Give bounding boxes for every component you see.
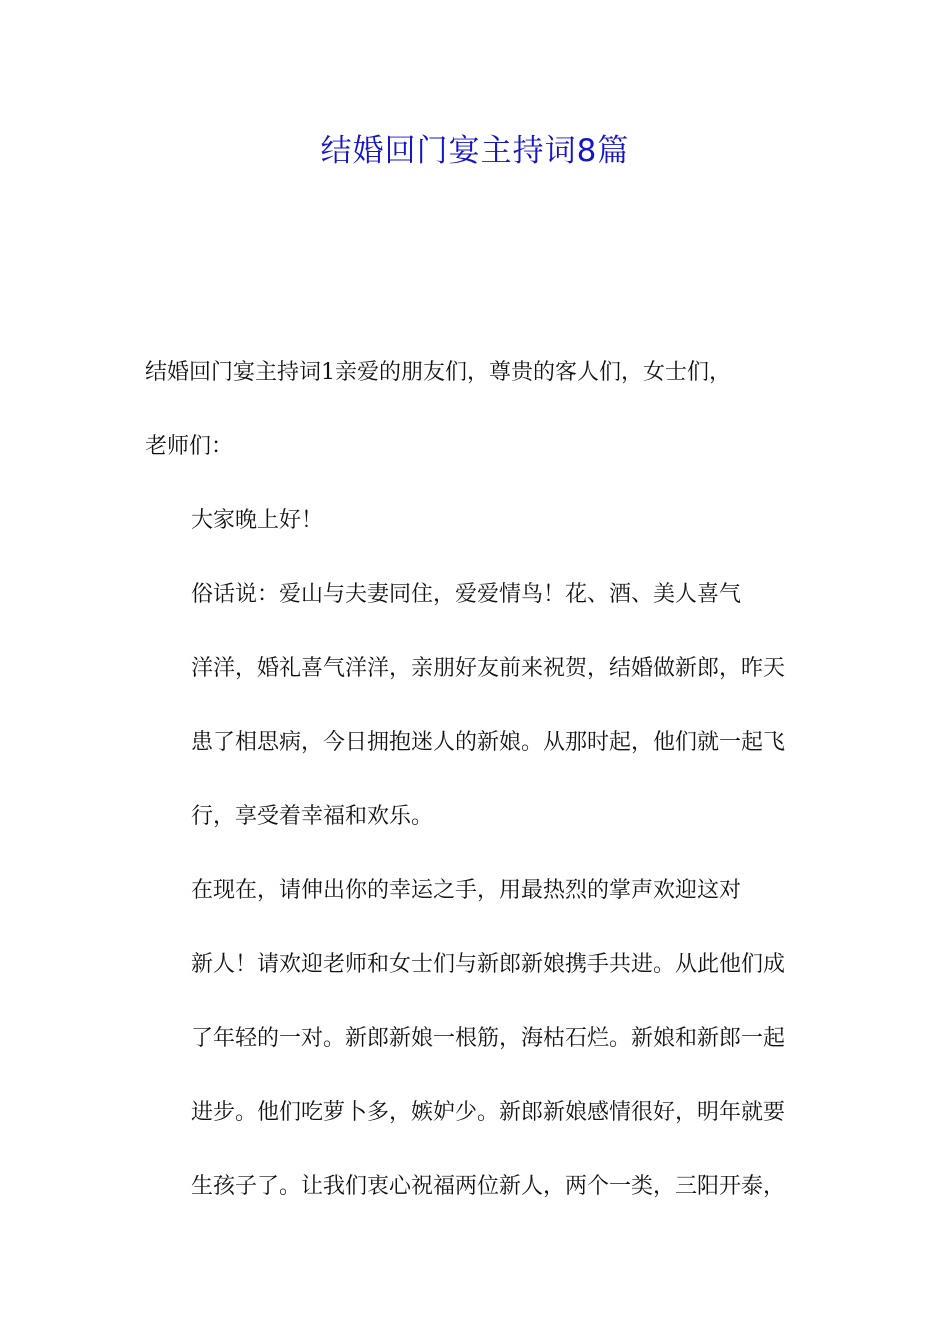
text-line: 进步。他们吃萝卜多，嫉妒少。新郎新娘感情很好，明年就要 (191, 1100, 786, 1125)
text-line: 在现在，请伸出你的幸运之手，用最热烈的掌声欢迎这对 (191, 878, 742, 903)
paragraph-greeting (145, 484, 807, 558)
document-body (145, 336, 807, 1224)
text-line: 患了相思病，今日拥抱迷人的新娘。从那时起，他们就一起飞 (191, 730, 786, 755)
text-line: 结婚回门宴主持词1亲爱的朋友们，尊贵的客人们，女士们， (145, 360, 731, 385)
text-line: 大家晚上好！ (191, 508, 324, 533)
paragraph-intro (145, 336, 807, 484)
text-line: 生孩子了。让我们衷心祝福两位新人，两个一类，三阳开泰， (191, 1174, 786, 1199)
text-line: 新人！请欢迎老师和女士们与新郎新娘携手共进。从此他们成 (191, 952, 786, 977)
text-line: 了年轻的一对。新郎新娘一根筋，海枯石烂。新娘和新郎一起 (191, 1026, 786, 1051)
text-line: 行，享受着幸福和欢乐。 (191, 804, 434, 829)
text-line: 老师们： (145, 434, 234, 459)
text-line: 俗话说：爱山与夫妻同住，爱爱情鸟！花、酒、美人喜气 (191, 582, 742, 607)
document-title: 结婚回门宴主持词8篇 (320, 133, 630, 169)
text-line: 洋洋，婚礼喜气洋洋，亲朋好友前来祝贺，结婚做新郎，昨天 (191, 656, 786, 681)
paragraph-proverb (145, 558, 807, 854)
paragraph-welcome (145, 854, 807, 1224)
